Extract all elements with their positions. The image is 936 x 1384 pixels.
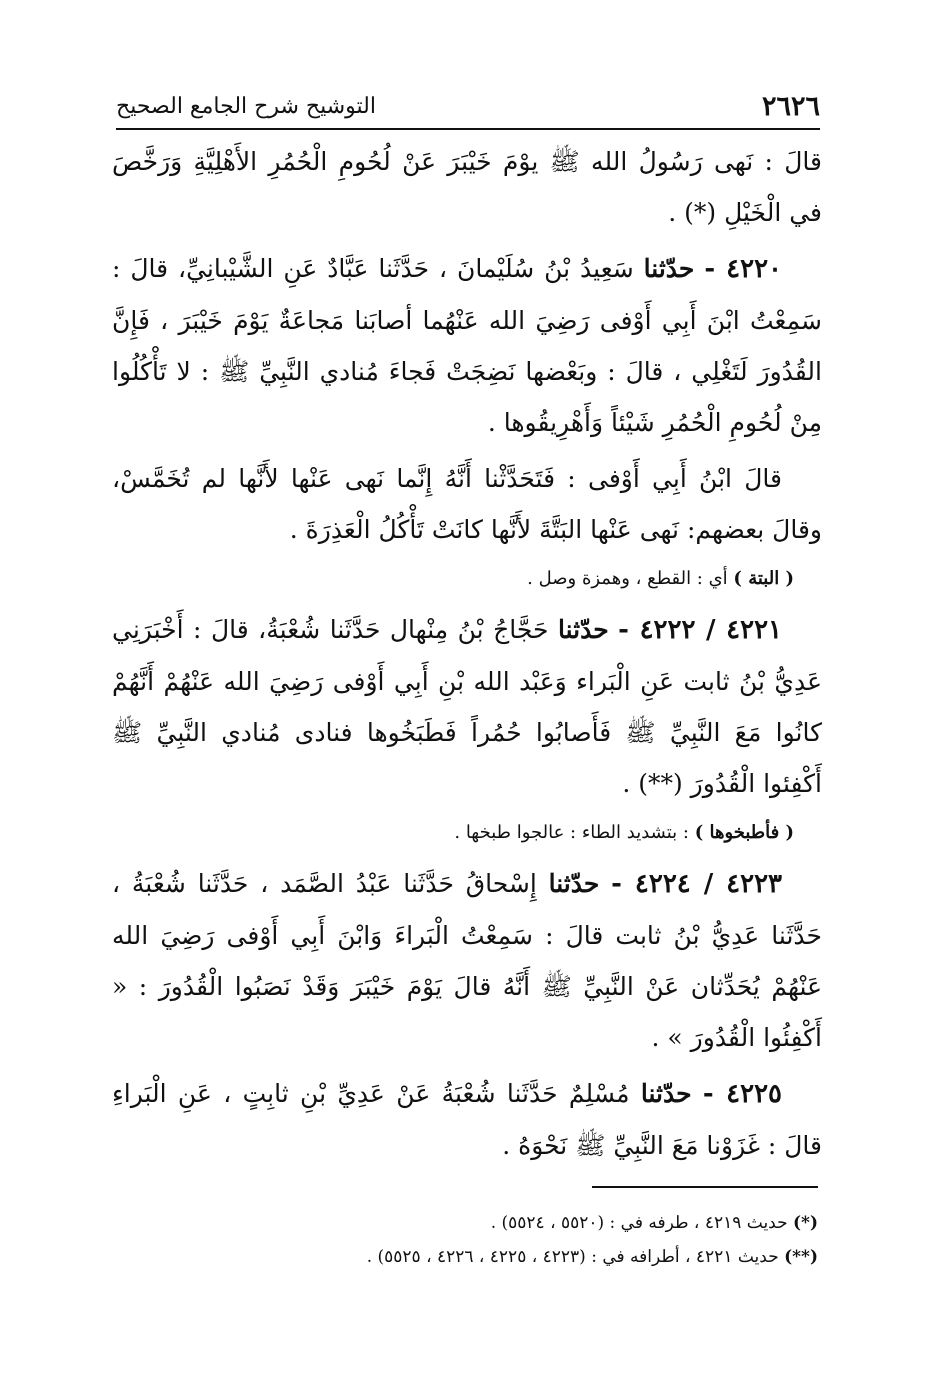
gloss-text: أي : القطع ، وهمزة وصل . <box>527 568 728 589</box>
page-number: ٢٦٢٦ <box>761 90 820 122</box>
paragraph-text: مُسْلِمٌ حَدَّثَنا شُعْبَةُ عَنْ عَدِيِّ بْنِ ثابِتٍ ، عَنِ الْبَراءِ قالَ : غَزَوْنا مَعَ النَّبِيِّ ﷺ نَحْوَهُ . <box>112 1079 822 1160</box>
header-rule <box>116 128 820 130</box>
paragraph-text: قالَ ابْنُ أَبِي أَوْفى : فَتَحَدَّثْنا أَنَّهُ إِنَّما نَهى عَنْها لأَنَّها لم تُخَمَّسْ، وقالَ بعضهم: نَهى عَنْها البَتَّةَ لأَنَّها كانَتْ تَأْكُلُ الْعَذِرَةَ . <box>112 464 822 544</box>
hadith-number: ٤٢٢٣ / ٤٢٢٤ - <box>611 869 783 899</box>
gloss-note <box>112 814 822 852</box>
commentary-paragraph <box>112 453 822 555</box>
hadith-4225 <box>112 1068 822 1171</box>
page-header <box>116 86 820 126</box>
footnotes <box>112 1206 818 1274</box>
hadith-number: ٤٢٢٠ - <box>704 254 782 284</box>
hadith-4223-4224 <box>112 858 822 1063</box>
hadith-number: ٤٢٢٥ - <box>702 1079 783 1109</box>
footnote-rule <box>592 1186 818 1188</box>
paragraph-text: سَعِيدُ بْنُ سُلَيْمانَ ، حَدَّثَنا عَبَّادٌ عَنِ الشَّيْبانِيِّ، قالَ : سَمِعْتُ ابْنَ أَبِي أَوْفى رَضِيَ الله عَنْهُما أصابَنا مَجاعَةٌ يَوْمَ خَيْبَرَ ، فَإِنَّ القُدُورَ لَتَغْلِي ، قالَ : وبَعْضها نَضِجَتْ فَجاءَ مُنادي النَّبِيِّ ﷺ : لا تَأْكُلُوا مِنْ لُحُومِ الْحُمُرِ شَيْئاً وَأَهْرِيقُوها . <box>112 254 822 437</box>
footnote-mark: (*) <box>793 1213 818 1233</box>
gloss-note <box>112 560 822 598</box>
paragraph-text: حَجَّاجُ بْنُ مِنْهال حَدَّثَنا شُعْبَةُ، قالَ : أَخْبَرَنِي عَدِيُّ بْنُ ثابت عَنِ الْبَراء وَعَبْد الله بْنِ أَبِي أَوْفى رَضِيَ الله عَنْهُمْ أَنَّهُمْ كانُوا مَعَ النَّبِيِّ ﷺ فَأَصابُوا حُمُراً فَطَبَخُوها فنادى مُنادي النَّبِيِّ ﷺ أَكْفِئوا الْقُدُورَ (**) . <box>112 615 822 798</box>
gloss-term: ( فأطبخوها ) <box>694 822 794 843</box>
footnote-mark: (**) <box>784 1247 818 1267</box>
gloss-term: ( البتة ) <box>733 568 794 589</box>
paragraph-text: إِسْحاقُ حَدَّثَنا عَبْدُ الصَّمَد ، حَدَّثَنا شُعْبَةُ ، حَدَّثَنا عَدِيُّ بْنُ ثابت قالَ : سَمِعْتُ الْبَراءَ وَابْنَ أَبِي أَوْفى رَضِيَ الله عَنْهُمْ يُحَدِّثان عَنْ النَّبِيِّ ﷺ أَنَّهُ قالَ يَوْمَ خَيْبَرَ وَقَدْ نَصَبُوا الْقُدُورَ : « أَكْفِئُوا الْقُدُورَ » . <box>112 869 822 1052</box>
hadith-lead: حدّثنا <box>548 869 600 898</box>
paragraph-text: قالَ : نَهى رَسُولُ الله ﷺ يوْمَ خَيْبَرَ عَنْ لُحُومِ الْحُمُرِ الأَهْلِيَّةِ وَرَخَّصَ في الْخَيْلِ (*) . <box>112 147 822 227</box>
running-title: التوشيح شرح الجامع الصحيح <box>116 93 376 119</box>
page-body <box>112 136 822 1176</box>
footnote-text: حديث ٤٢٢١ ، أطرافه في : (٤٢٢٣ ، ٤٢٢٥ ، ٤٢٢٦ ، ٥٥٢٥) . <box>366 1247 779 1267</box>
hadith-continuation <box>112 136 822 238</box>
hadith-lead: حدّثنا <box>643 254 695 283</box>
footnote-text: حديث ٤٢١٩ ، طرفه في : (٥٥٢٠ ، ٥٥٢٤) . <box>490 1213 788 1233</box>
footnote-2 <box>112 1240 818 1274</box>
hadith-lead: حدّثنا <box>640 1079 692 1108</box>
hadith-4220 <box>112 243 822 448</box>
hadith-lead: حدّثنا <box>557 615 609 644</box>
hadith-number: ٤٢٢١ / ٤٢٢٢ - <box>618 615 782 645</box>
footnote-1 <box>112 1206 818 1240</box>
hadith-4221-4222 <box>112 604 822 809</box>
gloss-text: : بتشديد الطاء : عالجوا طبخها . <box>454 822 689 843</box>
